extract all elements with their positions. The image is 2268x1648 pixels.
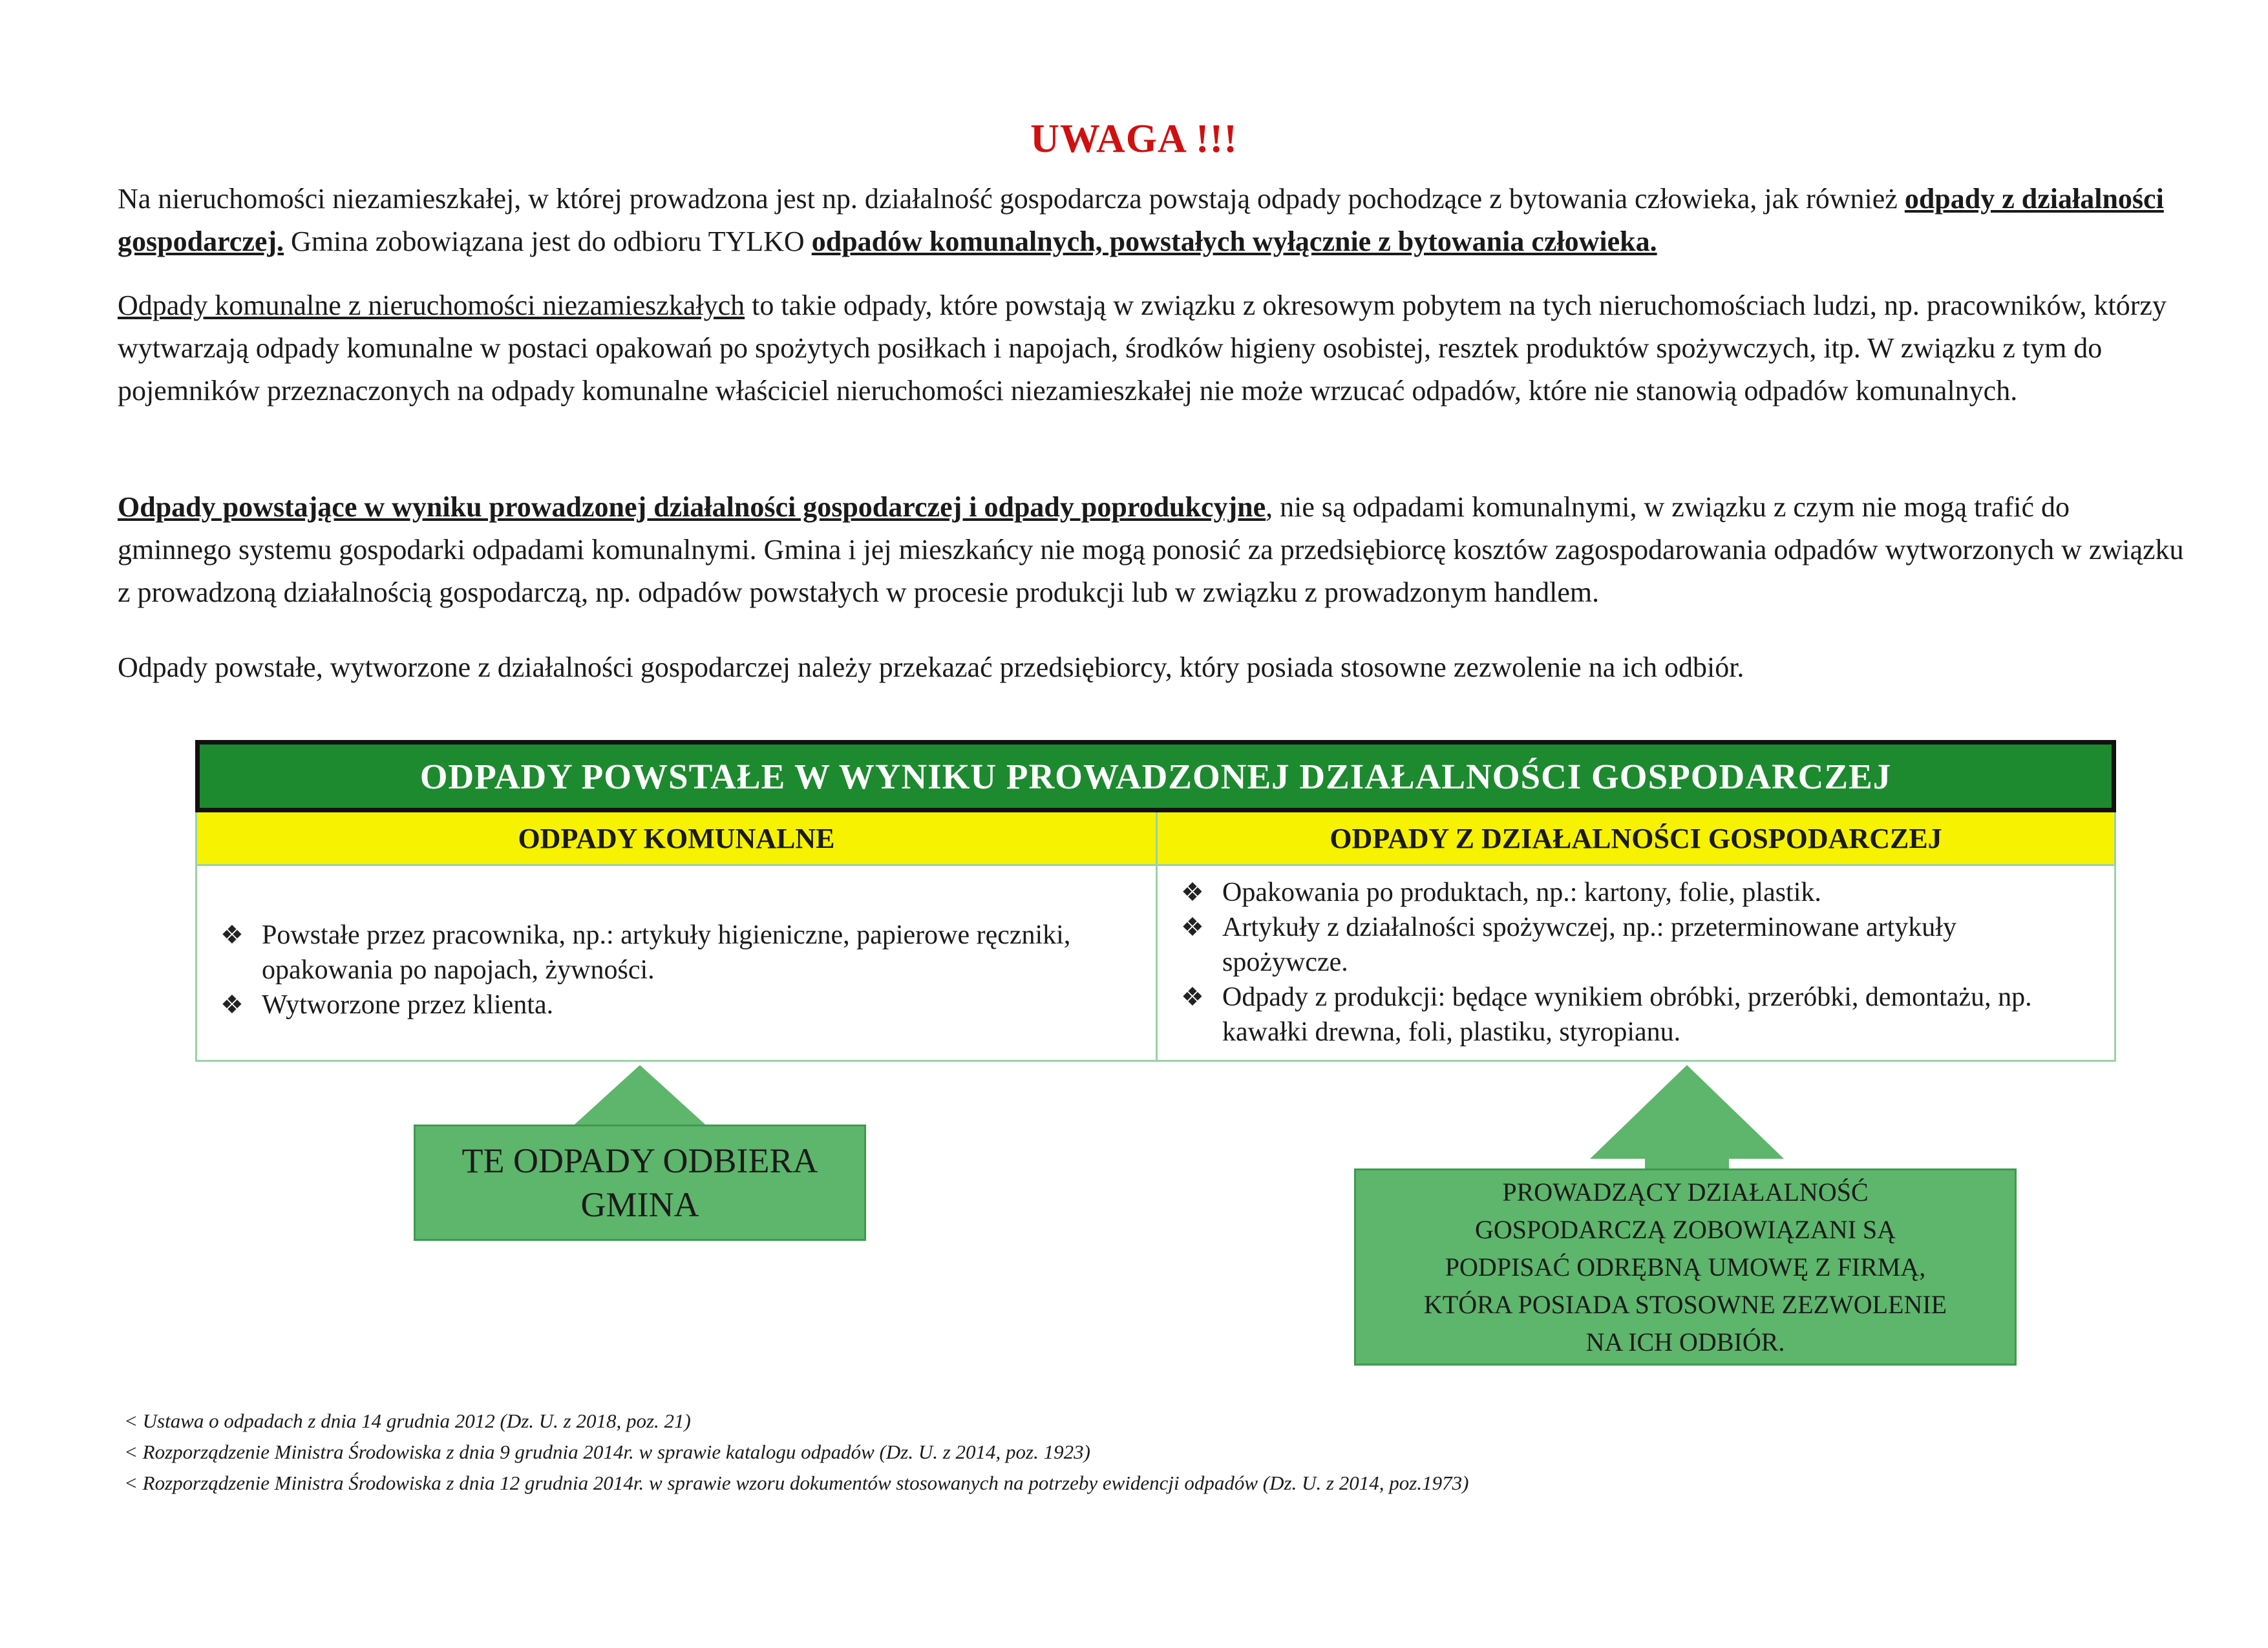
- business-obligation-box: [1354, 1168, 2017, 1366]
- paragraph-1-bold-b: odpadów komunalnych, powstałych wyłącznie z bytowania człowieka.: [811, 226, 1657, 257]
- diamond-bullet-icon: ❖: [1181, 913, 1204, 942]
- footnote: < Rozporządzenie Ministra Środowiska z dnia 12 grudnia 2014r. w sprawie wzoru dokumentów stosowanych na potrzeby ewidencji odpadów (Dz. U. z 2014, poz.1973): [124, 1472, 1469, 1494]
- paragraph-1-bold-a: odpady z działalności gospodarczej.: [118, 183, 2164, 257]
- box-text: [461, 1139, 818, 1227]
- box-line: PODPISAĆ ODRĘBNĄ UMOWĘ Z FIRMĄ,: [1445, 1252, 1926, 1282]
- column-business: [1156, 812, 2114, 1060]
- waste-table: [195, 740, 2116, 1062]
- list-item: [220, 918, 1130, 988]
- box-line: NA ICH ODBIÓR.: [1585, 1327, 1785, 1357]
- box-text: [1424, 1174, 1947, 1361]
- paragraph-2-text: to takie odpady, które powstają w związku z okresowym pobytem na tych nieruchomościach ludzi, np. pracowników, którzy wytwarzają odpady komunalne w postaci opakowań po spożytych posiłkach i napojach, środków higieny osobistej, resztek produktów spożywczych, itp. W związku z tym do pojemników przeznaczonych na odpady komunalne właściciel nieruchomości niezamieszkałej nie może wrzucać odpadów, które nie stanowią odpadów komunalnych.: [118, 290, 2167, 407]
- paragraph-1-text-a: Na nieruchomości niezamieszkałej, w której prowadzona jest np. działalność gospodarcza powstają odpady pochodzące z bytowania człowieka, jak również: [118, 183, 1905, 215]
- up-arrow-icon: [569, 1065, 711, 1130]
- box-line: GMINA: [580, 1185, 699, 1224]
- page-title: UWAGA !!!: [1030, 117, 1238, 161]
- column-municipal: [197, 812, 1156, 1060]
- paragraph-3-text: , nie są odpadami komunalnymi, w związku z czym nie mogą trafić do gminnego systemu gospodarki odpadami komunalnymi. Gmina i jej mieszkańcy nie mogą ponosić za przedsiębiorcę kosztów zagospodarowania odpadów wytworzonych w związku z prowadzoną działalnością gospodarczą, np. odpadów powstałych w procesie produkcji lub w związku z prowadzonym handlem.: [118, 491, 2184, 608]
- diamond-bullet-icon: ❖: [1181, 982, 1204, 1011]
- list-item-text: Wytworzone przez klienta.: [262, 990, 554, 1020]
- box-line: KTÓRA POSIADA STOSOWNE ZEZWOLENIE: [1423, 1289, 1947, 1319]
- footnote: < Rozporządzenie Ministra Środowiska z dnia 9 grudnia 2014r. w sprawie katalogu odpadów (Dz. U. z 2014, poz. 1923): [124, 1441, 1090, 1463]
- footnote: < Ustawa o odpadach z dnia 14 grudnia 2012 (Dz. U. z 2018, poz. 21): [124, 1410, 691, 1432]
- municipality-collects-box: [414, 1125, 866, 1241]
- paragraph-3: [118, 486, 2186, 614]
- list-item: [1181, 875, 2088, 910]
- arrow-stem: [1645, 1157, 1729, 1170]
- column-heading-municipal: ODPADY KOMUNALNE: [197, 812, 1156, 866]
- column-body-business: [1158, 866, 2114, 1060]
- list-item: [1181, 910, 2088, 980]
- list-item-text: Odpady z produkcji: będące wynikiem obróbki, przeróbki, demontażu, np. kawałki drewna, foli, plastiku, styropianu.: [1222, 982, 2032, 1047]
- paragraph-2-underlined: Odpady komunalne z nieruchomości niezamieszkałych: [118, 290, 745, 321]
- footnotes: [124, 1406, 1468, 1499]
- table-header: ODPADY POWSTAŁE W WYNIKU PROWADZONEJ DZIAŁALNOŚCI GOSPODARCZEJ: [195, 740, 2116, 812]
- table-columns: [195, 812, 2116, 1062]
- paragraph-3-bold: Odpady powstające w wyniku prowadzonej działalności gospodarczej i odpady poprodukcyjne: [118, 491, 1266, 523]
- box-line: TE ODPADY ODBIERA: [461, 1141, 818, 1180]
- list-item-text: Powstałe przez pracownika, np.: artykuły higieniczne, papierowe ręczniki, opakowania po napojach, żywności.: [262, 920, 1071, 985]
- list-item: [220, 988, 1130, 1022]
- paragraph-1: [118, 178, 2186, 263]
- box-line: GOSPODARCZĄ ZOBOWIĄZANI SĄ: [1474, 1214, 1896, 1244]
- column-body-municipal: [197, 866, 1156, 1060]
- up-arrow-icon: [1590, 1065, 1784, 1159]
- diamond-bullet-icon: ❖: [1181, 878, 1204, 907]
- list-item-text: Artykuły z działalności spożywczej, np.: przeterminowane artykuły spożywcze.: [1222, 913, 1956, 977]
- diamond-bullet-icon: ❖: [220, 990, 244, 1019]
- paragraph-2: [118, 284, 2186, 412]
- paragraph-4: Odpady powstałe, wytworzone z działalności gospodarczej należy przekazać przedsiębiorcy, który posiada stosowne zezwolenie na ich odbiór.: [118, 651, 1744, 683]
- column-heading-business: ODPADY Z DZIAŁALNOŚCI GOSPODARCZEJ: [1158, 812, 2114, 866]
- list-item-text: Opakowania po produktach, np.: kartony, folie, plastik.: [1222, 878, 1821, 907]
- box-line: PROWADZĄCY DZIAŁALNOŚĆ: [1502, 1177, 1869, 1207]
- paragraph-1-text-b: Gmina zobowiązana jest do odbioru TYLKO: [284, 226, 812, 257]
- list-item: [1181, 980, 2088, 1050]
- diamond-bullet-icon: ❖: [220, 920, 244, 949]
